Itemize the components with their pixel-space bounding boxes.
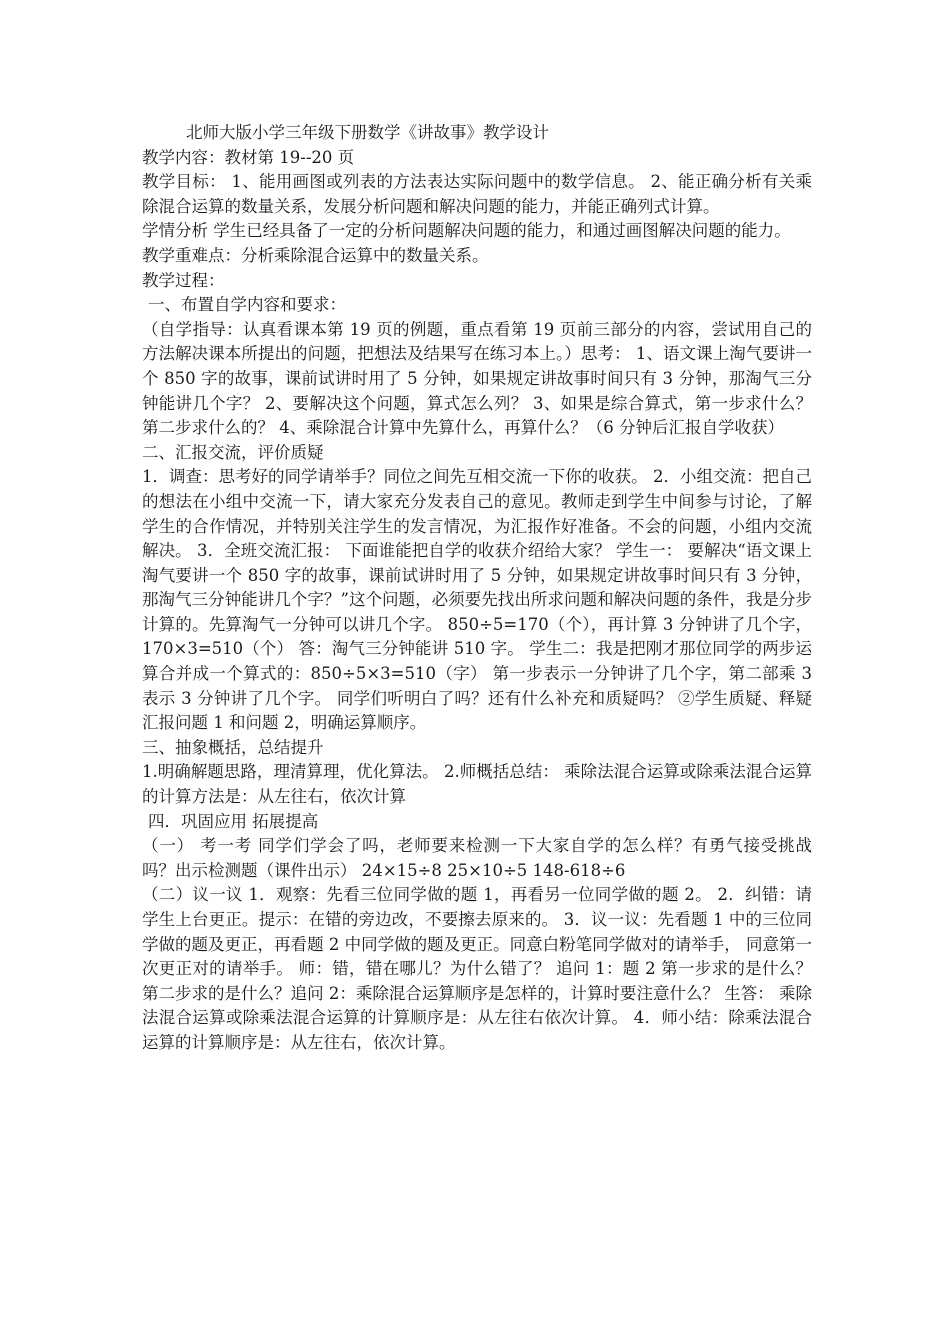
teaching-content: 教学内容：教材第 19--20 页 <box>142 147 355 167</box>
learning-analysis: 学情分析 学生已经具备了一定的分析问题解决问题的能力，和通过画图解决问题的能力。 <box>142 221 791 241</box>
document-body <box>142 121 812 1056</box>
test-paragraph: （一） 考一考 同学们学会了吗，老师要来检测一下大家自学的怎么样？有勇气接受挑战吗？出示检测题（课件出示） 24×15÷8 25×10÷5 148-618÷6 <box>142 836 812 880</box>
summary-paragraph: 1.明确解题思路，理清算理，优化算法。 2.师概括总结： 乘除法混合运算或除乘法混合运算的计算方法是：从左往右，依次计算 <box>142 762 812 807</box>
section-3-heading: 三、抽象概括，总结提升 <box>142 737 324 757</box>
section-4-heading: 四．巩固应用 拓展提高 <box>148 811 319 831</box>
section-2-heading: 二、汇报交流，评价质疑 <box>142 442 324 462</box>
section-1-heading: 一、布置自学内容和要求： <box>148 295 346 315</box>
self-study-guide: （自学指导：认真看课本第 19 页的例题，重点看第 19 页前三部分的内容，尝试用自己的方法解决课本所提出的问题，把想法及结果写在练习本上。）思考： 1、语文课上淘气要讲一个 850 字的故事，课前试讲时用了 5 分钟，如果规定讲故事时间只有 3 分钟，那淘气三分钟能讲几个字？ 2、要解决这个问题，算式怎么列？ 3、如果是综合算式，第一步求什么？第二步求什么的？ 4、乘除混合计算中先算什么，再算什么？（6 分钟后汇报自学收获） <box>142 319 812 438</box>
report-exchange-paragraph: 1．调查：思考好的同学请举手？同位之间先互相交流一下你的收获。 2．小组交流：把自己的想法在小组中交流一下，请大家充分发表自己的意见。教师走到学生中间参与讨论，了解学生的合作情况，并特别关注学生的发言情况，为汇报作好准备。不会的问题，小组内交流解决。 3．全班交流汇报： 下面谁能把自学的收获介绍给大家？ 学生一： 要解决“语文课上淘气要讲一个 850 字的故事，课前试讲时用了 5 分钟，如果规定讲故事时间只有 3 分钟，那淘气三分钟能讲几个字？”这个问题，必须要先找出所求问题和解决问题的条件，我是分步计算的。先算淘气一分钟可以讲几个字。 850÷5=170（个），再计算 3 分钟讲了几个字，170×3=510（个） 答：淘气三分钟能讲 510 字。 学生二：我是把刚才那位同学的两步运算合并成一个算式的：850÷5×3=510（字） 第一步表示一分钟讲了几个字，第二部乘 3 表示 3 分钟讲了几个字。 同学们听明白了吗？还有什么补充和质疑吗？ ②学生质疑、释疑 汇报问题 1 和问题 2，明确运算顺序。 <box>142 467 812 733</box>
key-difficulties: 教学重难点：分析乘除混合运算中的数量关系。 <box>142 245 489 265</box>
document-title: 北师大版小学三年级下册数学《讲故事》教学设计 <box>186 123 549 142</box>
discussion-paragraph: （二）议一议 1．观察：先看三位同学做的题 1，再看另一位同学做的题 2。 2．纠错：请学生上台更正。提示：在错的旁边改，不要擦去原来的。 3．议一议：先看题 1 中的三位同学做的题及更正，再看题 2 中同学做的题及更正。同意白粉笔同学做对的请举手， 同意第一次更正对的请举手。 师：错，错在哪儿？为什么错了？ 追问 1：题 2 第一步求的是什么？第二步求的是什么？追问 2：乘除混合运算顺序是怎样的，计算时要注意什么？ 生答： 乘除法混合运算或除乘法混合运算的计算顺序是：从左往右依次计算。 4．师小结：除乘法混合运算的计算顺序是：从左往右，依次计算。 <box>142 885 812 1052</box>
teaching-process-heading: 教学过程： <box>142 270 225 290</box>
teaching-objectives: 教学目标： 1、能用画图或列表的方法表达实际问题中的数学信息。 2、能正确分析有关乘除混合运算的数量关系，发展分析问题和解决问题的能力，并能正确列式计算。 <box>142 172 812 216</box>
